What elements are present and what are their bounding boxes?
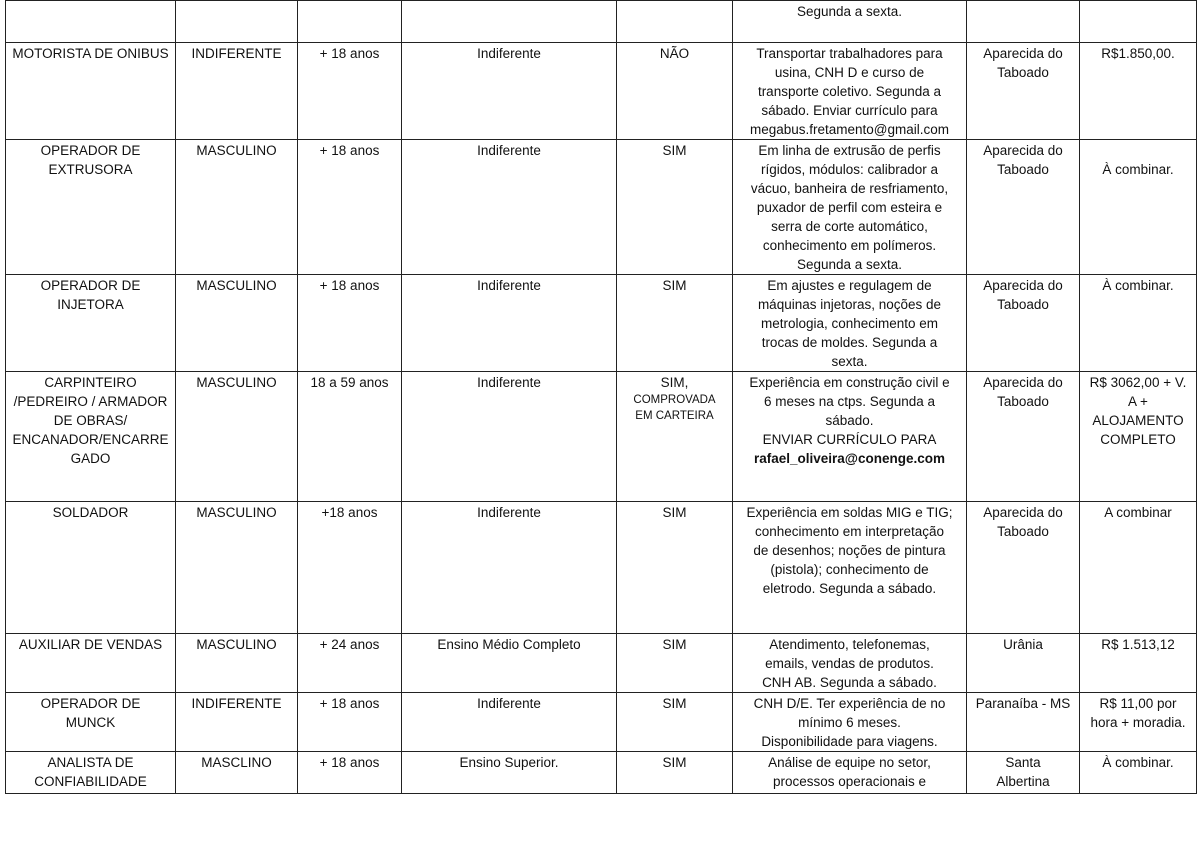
description-cell: Em ajustes e regulagem de máquinas injetoras, noções de metrologia, conhecimento em trocas de moldes. Segunda a sexta. <box>733 275 967 372</box>
age-cell: + 18 anos <box>298 693 402 752</box>
salary-cell: R$ 1.513,12 <box>1080 634 1197 693</box>
sex-cell: MASCULINO <box>176 634 298 693</box>
sex-cell: MASCULINO <box>176 140 298 275</box>
table-row <box>6 1 1197 43</box>
experience-cell: SIM <box>617 634 733 693</box>
table-row <box>6 634 1197 693</box>
job-listings-table <box>5 0 1197 794</box>
city-cell: Urânia <box>967 634 1080 693</box>
sex-cell: INDIFERENTE <box>176 693 298 752</box>
table-row <box>6 372 1197 502</box>
city-cell: Aparecida do Taboado <box>967 502 1080 634</box>
city-cell: Aparecida do Taboado <box>967 372 1080 502</box>
sex-cell: INDIFERENTE <box>176 43 298 140</box>
role-cell: SOLDADOR <box>6 502 176 634</box>
table-row <box>6 43 1197 140</box>
education-cell <box>402 1 617 43</box>
sex-cell: MASCULINO <box>176 372 298 502</box>
role-cell: MOTORISTA DE ONIBUS <box>6 43 176 140</box>
description-cell: Em linha de extrusão de perfis rígidos, módulos: calibrador a vácuo, banheira de resfriamento, puxador de perfil com esteira e serra de corte automático, conhecimento em polímeros. Segunda a sexta. <box>733 140 967 275</box>
table-row <box>6 752 1197 794</box>
description-cell: CNH D/E. Ter experiência de no mínimo 6 meses. Disponibilidade para viagens. <box>733 693 967 752</box>
age-cell: +18 anos <box>298 502 402 634</box>
role-cell: OPERADOR DE MUNCK <box>6 693 176 752</box>
table-row <box>6 693 1197 752</box>
salary-cell: À combinar. <box>1080 275 1197 372</box>
education-cell: Ensino Superior. <box>402 752 617 794</box>
age-cell: + 18 anos <box>298 140 402 275</box>
description-cell <box>733 372 967 502</box>
experience-note: COMPROVADA EM CARTEIRA <box>633 394 716 422</box>
description-text: Experiência em construção civil e 6 meses na ctps. Segunda a sábado. ENVIAR CURRÍCULO PARA <box>749 375 950 447</box>
age-cell: 18 a 59 anos <box>298 372 402 502</box>
description-cell: Transportar trabalhadores para usina, CNH D e curso de transporte coletivo. Segunda a sábado. Enviar currículo para megabus.fretamento@gmail.com <box>733 43 967 140</box>
sex-cell: MASCLINO <box>176 752 298 794</box>
experience-cell: SIM <box>617 140 733 275</box>
contact-email: rafael_oliveira@conenge.com <box>754 451 945 466</box>
sex-cell: MASCULINO <box>176 275 298 372</box>
salary-cell: À combinar. <box>1080 752 1197 794</box>
city-cell: Aparecida do Taboado <box>967 275 1080 372</box>
role-cell: CARPINTEIRO /PEDREIRO / ARMADOR DE OBRAS/ ENCANADOR/ENCARRE GADO <box>6 372 176 502</box>
experience-value: SIM, <box>660 375 689 390</box>
city-cell: Santa Albertina <box>967 752 1080 794</box>
role-cell: OPERADOR DE INJETORA <box>6 275 176 372</box>
age-cell: + 24 anos <box>298 634 402 693</box>
education-cell: Indiferente <box>402 372 617 502</box>
salary-cell: R$ 3062,00 + V. A + ALOJAMENTO COMPLETO <box>1080 372 1197 502</box>
experience-cell: SIM <box>617 752 733 794</box>
description-cell: Atendimento, telefonemas, emails, vendas de produtos. CNH AB. Segunda a sábado. <box>733 634 967 693</box>
education-cell: Indiferente <box>402 502 617 634</box>
experience-cell <box>617 372 733 502</box>
education-cell: Ensino Médio Completo <box>402 634 617 693</box>
education-cell: Indiferente <box>402 140 617 275</box>
salary-cell: R$ 11,00 por hora + moradia. <box>1080 693 1197 752</box>
role-cell <box>6 1 176 43</box>
role-cell: ANALISTA DE CONFIABILIDADE <box>6 752 176 794</box>
description-cell: Experiência em soldas MIG e TIG; conhecimento em interpretação de desenhos; noções de pintura (pistola); conhecimento de eletrodo. Segunda a sábado. <box>733 502 967 634</box>
salary-cell: R$1.850,00. <box>1080 43 1197 140</box>
sex-cell <box>176 1 298 43</box>
experience-cell: SIM <box>617 275 733 372</box>
age-cell: + 18 anos <box>298 752 402 794</box>
experience-cell: NÃO <box>617 43 733 140</box>
city-cell <box>967 1 1080 43</box>
education-cell: Indiferente <box>402 693 617 752</box>
education-cell: Indiferente <box>402 43 617 140</box>
salary-cell: A combinar <box>1080 502 1197 634</box>
table-row <box>6 502 1197 634</box>
role-cell: AUXILIAR DE VENDAS <box>6 634 176 693</box>
city-cell: Aparecida do Taboado <box>967 43 1080 140</box>
table-row <box>6 140 1197 275</box>
age-cell: + 18 anos <box>298 275 402 372</box>
description-cell: Análise de equipe no setor, processos operacionais e <box>733 752 967 794</box>
experience-cell: SIM <box>617 502 733 634</box>
role-cell: OPERADOR DE EXTRUSORA <box>6 140 176 275</box>
table-row <box>6 275 1197 372</box>
salary-cell <box>1080 1 1197 43</box>
sex-cell: MASCULINO <box>176 502 298 634</box>
experience-cell: SIM <box>617 693 733 752</box>
education-cell: Indiferente <box>402 275 617 372</box>
salary-cell: À combinar. <box>1080 140 1197 275</box>
age-cell <box>298 1 402 43</box>
description-cell: Segunda a sexta. <box>733 1 967 43</box>
age-cell: + 18 anos <box>298 43 402 140</box>
city-cell: Aparecida do Taboado <box>967 140 1080 275</box>
city-cell: Paranaíba - MS <box>967 693 1080 752</box>
experience-cell <box>617 1 733 43</box>
